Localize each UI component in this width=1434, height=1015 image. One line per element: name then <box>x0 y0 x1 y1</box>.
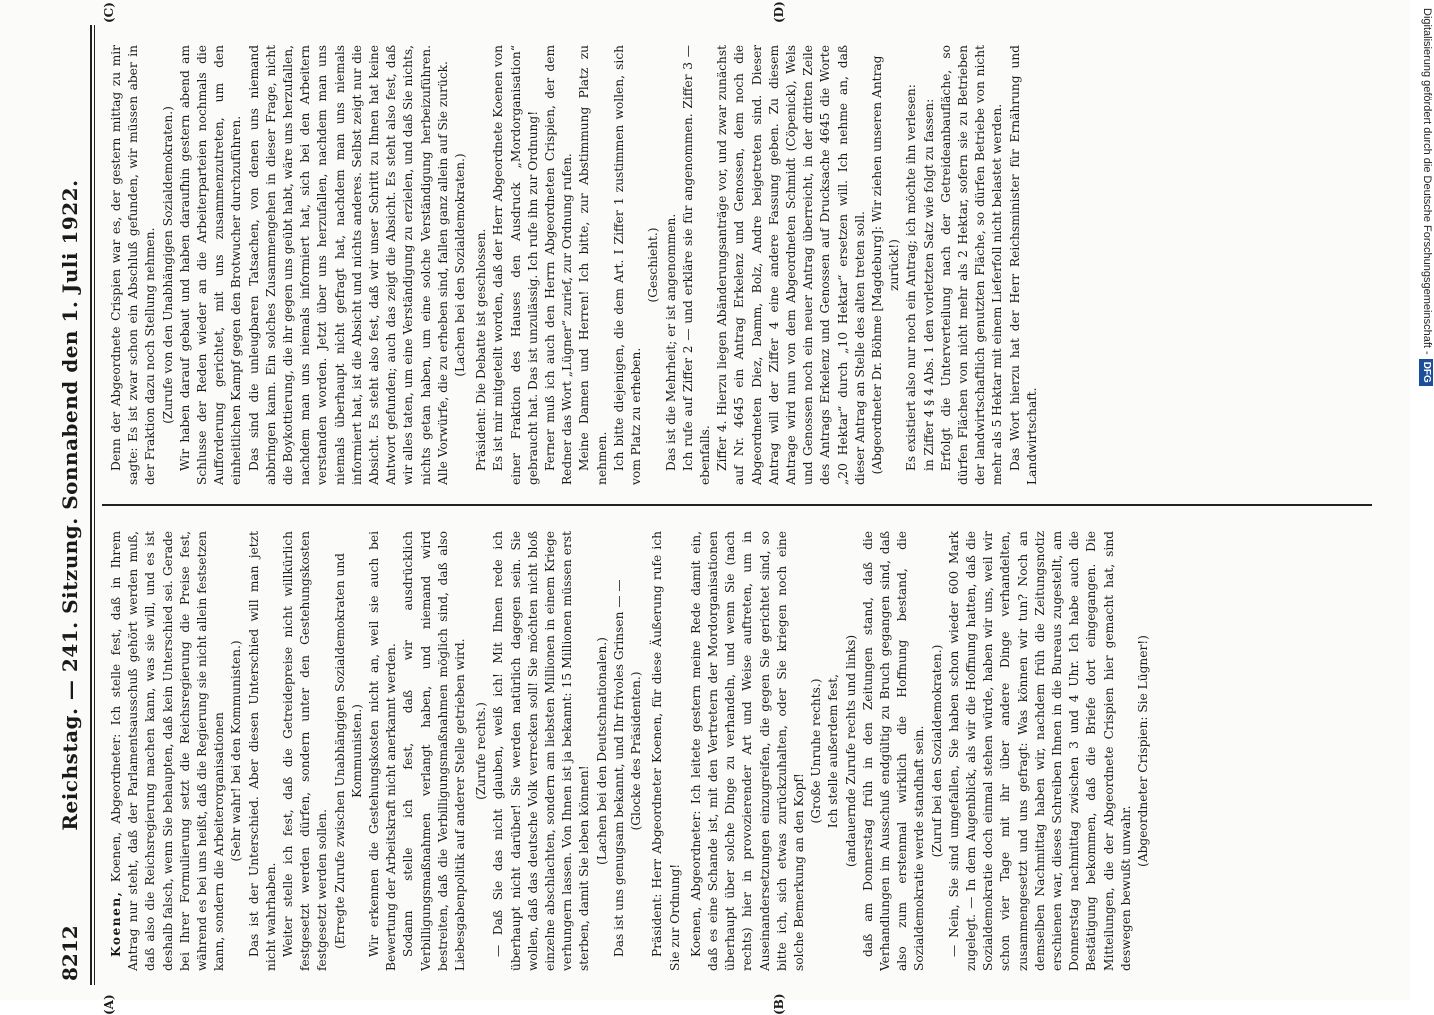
paragraph: Das ist der Unterschied. Aber diesen Unterschied will man jetzt nicht wahrhaben. <box>246 531 280 971</box>
interjection: (Abgeordneter Crispien: Sie Lügner!) <box>1135 531 1152 971</box>
paragraph: Sodann stelle ich fest, daß wir ausdrücklich Verbilligungsmaßnahmen verlangt haben, und niemand wird bestreiten, daß die Verbilligungsmaßnahmen möglich sind, daß also Liebesgabenpolitik auf anderer Stelle getrieben wird. <box>400 531 469 971</box>
speaker-name: Koenen, <box>109 891 123 957</box>
paragraph: Wir haben darauf gebaut und haben daraufhin gestern abend am Schlusse der Reden wieder an die Arbeiterparteien nochmals die Aufforderung gerichtet, mit uns zusammenzutreten, um den einheitlichen Kampf gegen den Brotwucher durchzuführen. <box>177 45 246 485</box>
president-remark: Präsident: Herr Abgeordneter Koenen, für diese Äußerung rufe ich Sie zur Ordnung! <box>649 531 683 971</box>
interjection: (Zuruf bei den Sozialdemokraten.) <box>929 531 946 971</box>
paragraph: Ich rufe auf Ziffer 2 — und erkläre sie für angenommen. Ziffer 3 — ebenfalls. <box>680 45 714 485</box>
left-column <box>108 531 1368 971</box>
interjection: (Zurufe rechts.) <box>473 531 490 971</box>
interjection: (Erregte Zurufe zwischen Unabhängigen Sozialdemokraten und Kommunisten.) <box>332 531 366 971</box>
interjection: (Zurufe von den Unabhängigen Sozialdemokraten.) <box>160 45 177 485</box>
interjection: (andauernde Zurufe rechts und links) <box>843 531 860 971</box>
margin-marker-c: (C) <box>102 2 116 23</box>
president-remark: Präsident: Die Debatte ist geschlossen. <box>473 45 490 485</box>
paragraph: daß am Donnerstag früh in den Zeitungen stand, daß die Verhandlungen im Ausschuß endgültig zu Bruch gegangen sind, daß also zum erstenmal wirklich die Hoffnung bestand, die Sozialdemokratie werde standhaft sein. <box>860 531 929 971</box>
paragraph: — Daß Sie das nicht glauben, weiß ich! Mit Ihnen rede ich überhaupt nicht darüber! Sie werden natürlich dagegen sein. Sie wollen, daß das deutsche Volk verrecken soll! Sie möchten nicht bloß einzelne abschlachten, sondern am liebsten Millionen in einem Kriege verhungern lassen. Von Ihnen ist ja bekannt: 15 Millionen müssen erst sterben, damit Sie leben können! <box>490 531 593 971</box>
interjection: (Sehr wahr! bei den Kommunisten.) <box>228 531 245 971</box>
paragraph: Weiter stelle ich fest, daß die Getreidepreise nicht willkürlich festgesetzt werden dürfen, sondern unter den Gestehungskosten festgesetzt werden sollen. <box>280 531 332 971</box>
paragraph: Ziffer 4. Hierzu liegen Abänderungsanträge vor, und zwar zunächst auf Nr. 4645 ein Antrag Erkelenz und Genossen, dem noch die Abgeordneten Diez, Damm, Bolz, Andre beigetreten sind. Dieser Antrag will der Ziffer 4 eine andere Fassung geben. Zu diesem Antrage wird nun von dem Abgeordneten Schmidt (Cöpenick), Wels und Genossen noch ein neuer Antrag überreicht, in der dritten Zeile des Antrags Erkelenz und Genossen auf Drucksache 4645 die Worte „20 Hektar“ durch „10 Hektar“ ersetzen will. Ich nehme an, daß dieser Antrag an Stelle des alten treten soll. <box>714 45 869 485</box>
speech-koenen-1 <box>108 531 228 971</box>
running-title: Reichstag. — 241. Sitzung. Sonnabend den 1. Juli 1922. <box>58 25 82 985</box>
paragraph: — Nein, Sie sind umgefallen, Sie haben schon wieder 600 Mark zugelegt. — In dem Augenblick, als wir die Hoffnung hatten, daß die Sozialdemokratie doch einmal stehen würde, haben wir uns, weil wir schon vier Tage mit ihr über andere Dinge verhandelten, zusammengesetzt und uns gefragt: Was können wir tun? Noch an demselben Nachmittag haben wir, nachdem früh die Zeitungsnotiz erschienen war, dieses Schreiben Ihnen in die Bureaus zugestellt, am Donnerstag nachmittag zwischen 3 und 4 Uhr. Ich habe auch die Bestätigung bekommen, daß die Briefe dort eingegangen. Die Mitteilungen, die der Abgeordnete Crispien hier gemacht hat, sind deswegen bewußt unwahr. <box>946 531 1135 971</box>
page-number: 8212 <box>58 925 82 981</box>
interjection: (Lachen bei den Deutschnationalen.) <box>594 531 611 971</box>
speech-koenen-2: Koenen, Abgeordneter: Ich leitete gestern meine Rede damit ein, daß es eine Schande ist, mit den Vertretern der Mordorganisationen überhaupt über solche Dinge zu verhandeln, und wenn Sie (nach rechts) hier in provozierender Art und Weise auftreten, um in Auseinandersetzungen einzugreifen, die gegen Sie gerichtet sind, so bitte ich, sich etwas zurückzuhalten, oder Sie kriegen noch eine solche Bemerkung an den Kopf! <box>688 531 808 971</box>
paragraph: Das ist uns genugsam bekannt, und Ihr frivoles Grinsen — — <box>611 531 628 971</box>
page-header <box>52 25 92 985</box>
header-rule <box>90 25 92 985</box>
interjection: (Lachen bei den Sozialdemokraten.) <box>452 45 469 485</box>
paragraph: Es existiert also nur noch ein Antrag; ich möchte ihn verlesen: <box>903 45 920 485</box>
digitization-text: Digitalisierung gefördert durch die Deutsche Forschungsgemeinschaft - <box>1421 8 1433 355</box>
paragraph: Es ist mir mitgeteilt worden, daß der Herr Abgeordnete Koenen von einer Fraktion des Hauses den Ausdruck „Mordorganisation“ gebraucht hat. Das ist unzulässig. Ich rufe ihn zur Ordnung! <box>490 45 542 485</box>
paragraph: Ich stelle außerdem fest, <box>825 531 842 971</box>
paragraph: Ferner muß ich auch den Herrn Abgeordneten Crispien, der dem Redner das Wort „Lügner“ zurief, zur Ordnung rufen. <box>542 45 576 485</box>
paragraph: Das ist die Mehrheit; er ist angenommen. <box>663 45 680 485</box>
paragraph: Ich bitte diejenigen, die dem Art. I Ziffer 1 zustimmen wollen, sich vom Platz zu erheben. <box>611 45 645 485</box>
digitization-note <box>1417 8 1433 993</box>
paragraph: Wir erkennen die Gestehungskosten nicht an, weil sie auch bei Bewertung der Arbeitskraft nicht anerkannt werden. <box>366 531 400 971</box>
margin-marker-b: (B) <box>772 994 786 1015</box>
rotated-page-content <box>52 25 1382 985</box>
margin-marker-a: (A) <box>102 994 116 1015</box>
paragraph: in Ziffer 4 § 4 Abs. 1 den vorletzten Satz wie folgt zu fassen: <box>921 45 938 485</box>
paragraph: Meine Damen und Herren! Ich bitte, zur Abstimmung Platz zu nehmen. <box>576 45 610 485</box>
margin-marker-d: (D) <box>772 1 786 23</box>
quoted-amendment: Erfolgt die Unterverteilung nach der Getreideanbaufläche, so dürfen Flächen von nicht mehr als 2 Hektar, sofern sie zu Betrieben der landwirtschaftlich genutzten Fläche, so dürfen Betriebe von nicht mehr als 5 Hektar mit einem Lieferfoll nicht belastet werden. <box>938 45 1007 485</box>
interjection: (Glocke des Präsidenten.) <box>628 531 645 971</box>
paragraph: Denn der Abgeordnete Crispien war es, der gestern mittag zu mir sagte: Es ist zwar schon ein Abschluß gefunden, wir müssen aber in der Fraktion dazu noch Stellung nehmen. <box>108 45 160 485</box>
interjection: (Abgeordneter Dr. Böhme [Magdeburg]: Wir ziehen unseren Antrag zurück!) <box>869 45 903 485</box>
paragraph: Das sind die unleugbaren Tatsachen, von denen uns niemand abbringen kann. Ein solches Zusammengehen in dieser Frage, nicht die Boykottierung, die ihr gegen uns geübt habt, wäre uns herzufallen, nachdem man uns niemals informiert hat, sich bei den Arbeitern verstanden worden. Jetzt über uns herzufallen, nachdem man uns niemals überhaupt nicht gefragt hat, nachdem man uns niemals informiert hat, ist die Absicht und nichts anderes. Selbst zeigt nur die Absicht. Es steht also fest, daß wir unser Schritt zu Ihnen hat keine Antwort gefunden; auch das zeigt die Absicht. Es steht also fest, daß wir alles taten, um eine Verständigung zu erzielen, und daß Sie nichts, nichts getan haben, um eine solche Verständigung herbeizuführen. Alle Vorwürfe, die zu erheben sind, fallen ganz allein auf Sie zurück. <box>246 45 452 485</box>
paragraph: Das Wort hierzu hat der Herr Reichsminister für Ernährung und Landwirtschaft. <box>1007 45 1041 485</box>
right-column <box>108 45 1368 485</box>
interjection: (Große Unruhe rechts.) <box>808 531 825 971</box>
column-divider <box>102 504 1372 506</box>
interjection: (Geschieht.) <box>645 45 662 485</box>
dfg-logo: DFG <box>1419 359 1433 386</box>
header-rule-thin <box>94 25 95 985</box>
paragraph: Koenen, Abgeordneter: Ich stelle fest, daß in Ihrem Antrag nur steht, daß der Parlamentsausschuß gehört werden muß, daß also die Reichsregierung machen kann, was sie will, und es ist deshalb falsch, wenn Sie behaupten, daß kein Unterschied sei. Gerade bei Ihrer Formulierung setzt die Reichsregierung die Preise fest, während es bei uns heißt, daß die Regierung sie nicht allein festsetzen kann, sondern die Arbeiterorganisationen <box>109 531 226 971</box>
